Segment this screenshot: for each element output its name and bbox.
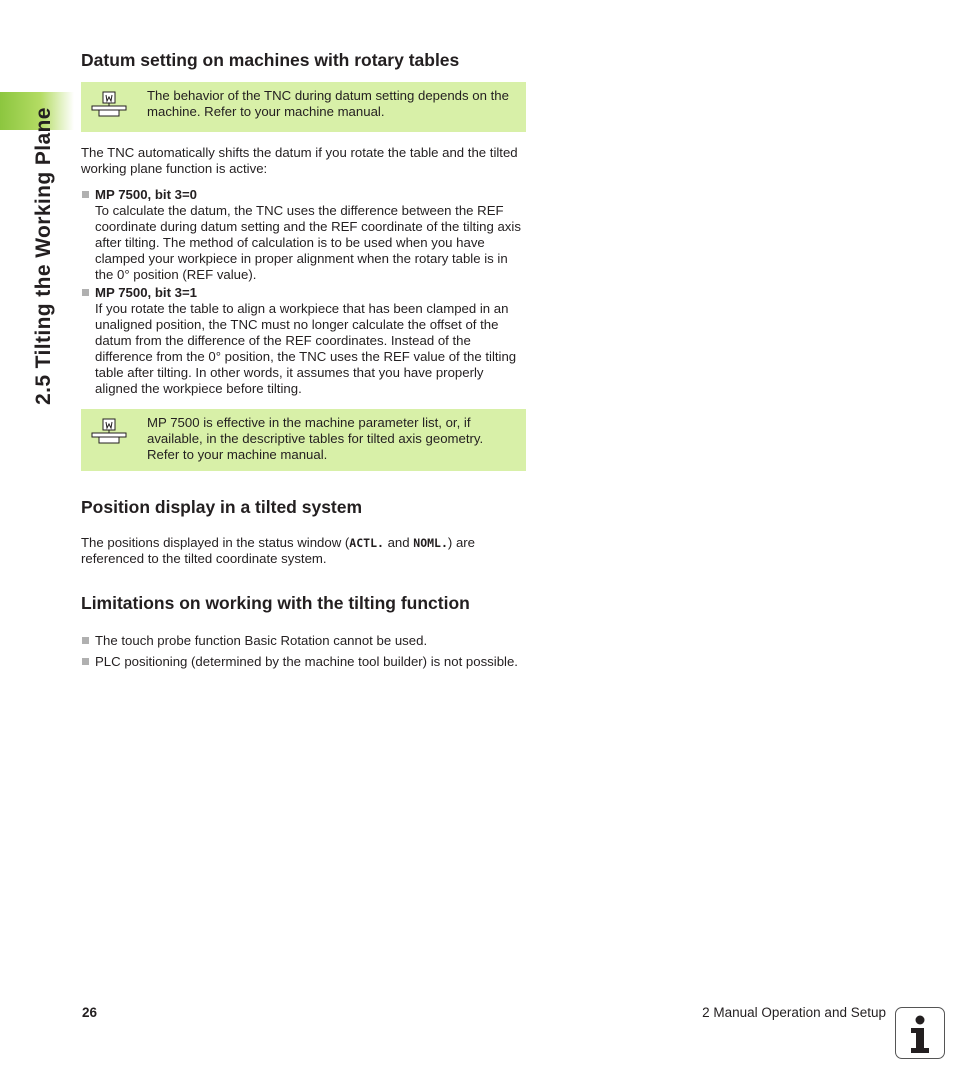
list-item — [81, 187, 526, 283]
position-display-paragraph — [81, 535, 526, 567]
note-text: MP 7500 is effective in the machine parameter list, or, if available, in the descriptive tables for tilted axis geometry. Refer to your machine manual. — [147, 415, 484, 462]
list-item-term: MP 7500, bit 3=0 — [95, 187, 198, 202]
paragraph-text: and — [383, 535, 414, 550]
noml-code: NOML. — [413, 536, 448, 550]
list-item — [81, 285, 526, 397]
page-content — [81, 48, 526, 675]
info-i-icon — [895, 1007, 945, 1059]
list-item-term: MP 7500, bit 3=1 — [95, 285, 198, 300]
machine-icon — [91, 415, 147, 451]
chapter-side-title: 2.5 Tilting the Working Plane — [32, 107, 55, 405]
list-item-text: If you rotate the table to align a workpiece that has been clamped in an unaligned position, the TNC must no longer calculate the offset of the datum from the difference of the REF coordinates. Instead of the difference from the 0° position, the TNC uses the REF value of the tilting table after tilting. In other words, it assumes that you have properly aligned the workpiece before tilting. — [95, 301, 517, 396]
mp-bit-list — [81, 187, 526, 397]
list-item-text: To calculate the datum, the TNC uses the difference between the REF coordinate during datum setting and the REF coordinate of the tilting axis after tilting. The method of calculation is to be used when you have clamped your workpiece in proper alignment when the rotary table is in the 0° position (REF value). — [95, 203, 521, 282]
actl-code: ACTL. — [349, 536, 384, 550]
list-item: The touch probe function Basic Rotation cannot be used. — [81, 633, 526, 649]
machine-note-box — [81, 82, 526, 132]
note-text: The behavior of the TNC during datum setting depends on the machine. Refer to your machine manual. — [147, 88, 509, 119]
section-heading-datum: Datum setting on machines with rotary tables — [81, 50, 460, 70]
section-heading-limitations: Limitations on working with the tilting function — [81, 593, 470, 613]
footer-chapter: 2 Manual Operation and Setup — [702, 1005, 886, 1020]
intro-paragraph: The TNC automatically shifts the datum if you rotate the table and the tilted working plane function is active: — [81, 145, 518, 176]
paragraph-text: ) are referenced to the tilted coordinate system. — [81, 535, 476, 566]
list-item: PLC positioning (determined by the machine tool builder) is not possible. — [81, 654, 526, 670]
paragraph-text: The positions displayed in the status window ( — [81, 535, 350, 550]
section-heading-position-display: Position display in a tilted system — [81, 497, 363, 517]
machine-icon — [91, 88, 147, 124]
page-number: 26 — [82, 1005, 98, 1020]
machine-note-box — [81, 409, 526, 471]
limitations-list — [81, 633, 526, 670]
